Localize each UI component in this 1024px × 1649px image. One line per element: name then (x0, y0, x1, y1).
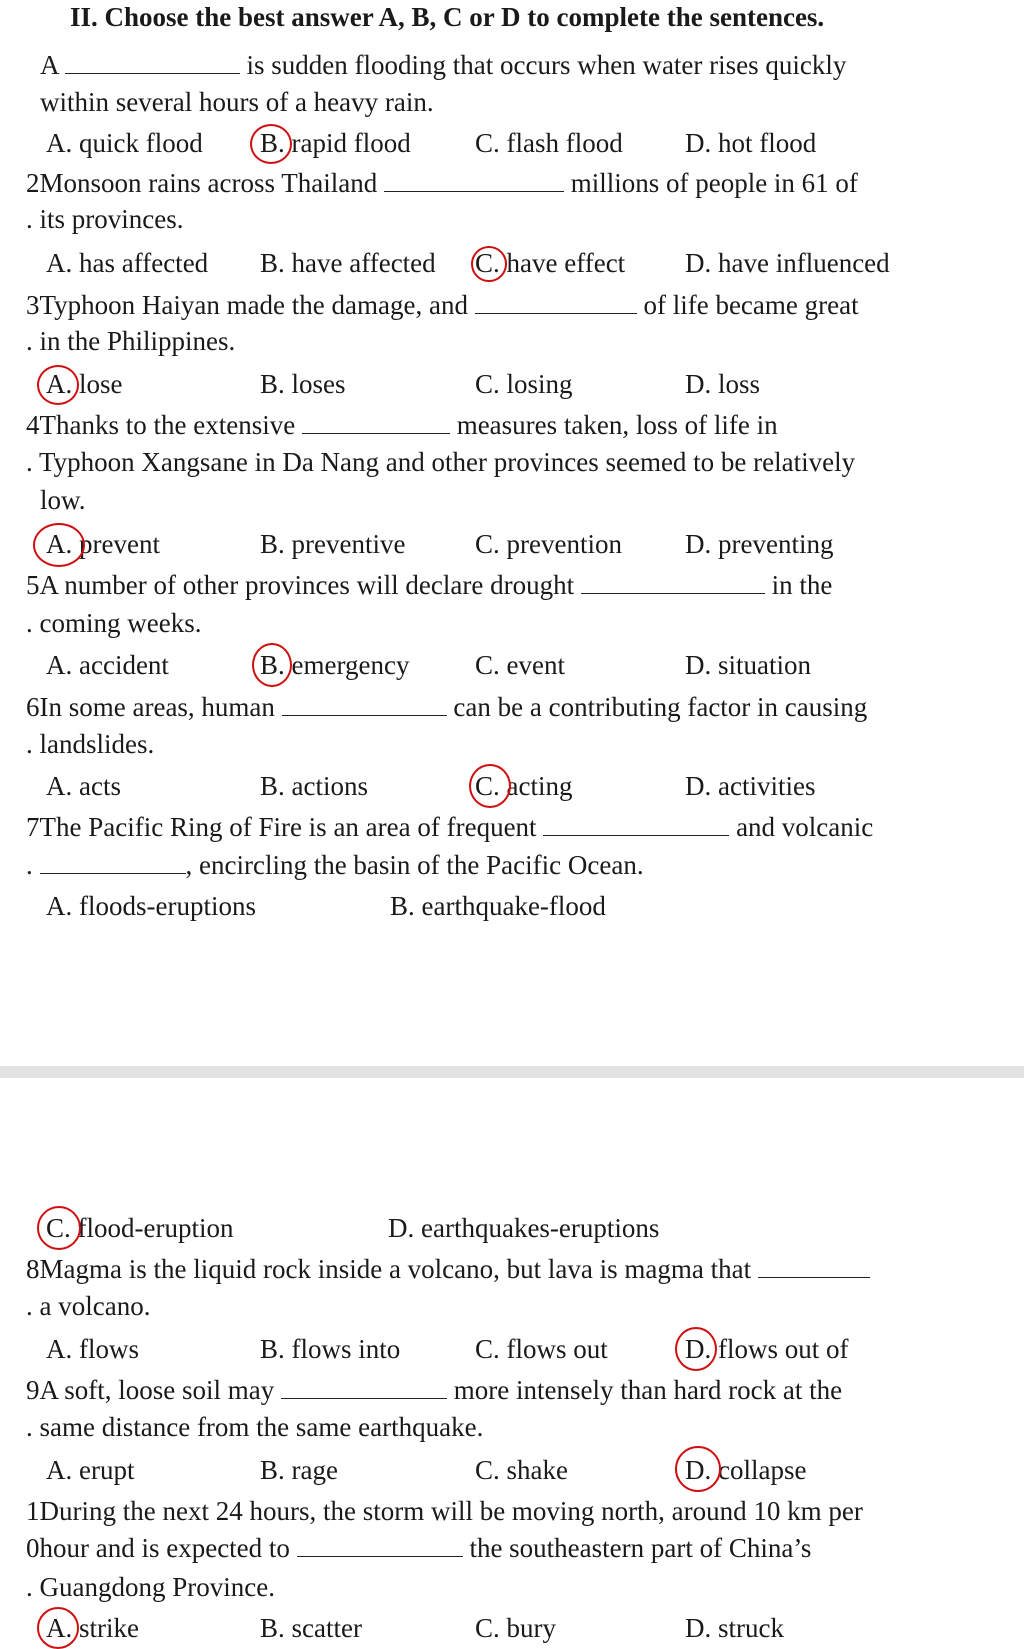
option-c[interactable]: C. prevention (475, 529, 622, 559)
option-c[interactable]: C. acting (475, 771, 573, 801)
option-c[interactable]: C. have effect (475, 248, 626, 278)
answer-blank[interactable] (543, 811, 729, 836)
answer-blank[interactable] (297, 1532, 463, 1557)
option-a[interactable]: A. has affected (46, 248, 209, 278)
option-b[interactable]: B. loses (260, 369, 346, 399)
option-c[interactable]: C. losing (475, 369, 573, 399)
option-d[interactable]: D. struck (685, 1613, 784, 1643)
option-d[interactable]: D. preventing (685, 529, 834, 559)
question-5-line-1: 5A number of other provinces will declare drought in the (26, 570, 833, 600)
answer-blank[interactable] (758, 1253, 870, 1278)
answer-circle-mark (37, 365, 79, 405)
option-c[interactable]: C. flood-eruption (46, 1213, 234, 1243)
option-b[interactable]: B. emergency (260, 650, 410, 680)
answer-blank[interactable] (65, 49, 240, 74)
answer-blank[interactable] (475, 289, 637, 314)
question-2-line-1: 2Monsoon rains across Thailand millions of people in 61 of (26, 168, 858, 198)
option-d[interactable]: D. situation (685, 650, 811, 680)
option-d[interactable]: D. collapse (685, 1455, 807, 1485)
question-4-line-2: . Typhoon Xangsane in Da Nang and other provinces seemed to be relatively (26, 447, 856, 477)
answer-circle-mark (33, 523, 85, 567)
question-4-line-1: 4Thanks to the extensive measures taken, loss of life in (26, 410, 778, 440)
option-b[interactable]: B. have affected (260, 248, 436, 278)
option-c[interactable]: C. event (475, 650, 565, 680)
answer-circle-mark (471, 246, 507, 282)
answer-blank[interactable] (302, 409, 450, 434)
page-divider (0, 1066, 1024, 1078)
answer-circle-mark (675, 1446, 721, 1492)
question-6-line-2: . landslides. (26, 729, 155, 759)
option-a[interactable]: A. quick flood (46, 128, 203, 158)
option-b[interactable]: B. scatter (260, 1613, 362, 1643)
question-1-line-1: A is sudden flooding that occurs when water rises quickly (40, 50, 847, 80)
option-a[interactable]: A. prevent (46, 529, 160, 559)
answer-circle-mark (37, 1607, 79, 1649)
option-b[interactable]: B. preventive (260, 529, 406, 559)
question-10-line-1: 1During the next 24 hours, the storm will be moving north, around 10 km per (26, 1496, 863, 1526)
question-7-line-2: . , encircling the basin of the Pacific Ocean. (26, 850, 644, 880)
section-heading: II. Choose the best answer A, B, C or D to complete the sentences. (70, 2, 825, 32)
option-c[interactable]: C. flash flood (475, 128, 623, 158)
question-8-line-2: . a volcano. (26, 1291, 151, 1321)
question-9-line-2: . same distance from the same earthquake. (26, 1412, 484, 1442)
question-10-line-2: 0hour and is expected to the southeastern part of China’s (26, 1533, 812, 1563)
question-1-line-2: within several hours of a heavy rain. (40, 87, 434, 117)
question-7-line-1: 7The Pacific Ring of Fire is an area of frequent and volcanic (26, 812, 874, 842)
answer-circle-mark (469, 764, 511, 808)
option-a[interactable]: A. accident (46, 650, 169, 680)
answer-circle-mark (37, 1206, 81, 1250)
option-d[interactable]: D. loss (685, 369, 761, 399)
question-3-line-1: 3Typhoon Haiyan made the damage, and of life became great (26, 290, 859, 320)
option-a[interactable]: A. erupt (46, 1455, 135, 1485)
answer-blank[interactable] (281, 1374, 447, 1399)
answer-blank[interactable] (384, 167, 564, 192)
option-b[interactable]: B. flows into (260, 1334, 401, 1364)
option-b[interactable]: B. rage (260, 1455, 338, 1485)
answer-circle-mark (252, 643, 292, 687)
option-a[interactable]: A. floods-eruptions (46, 891, 256, 921)
option-c[interactable]: C. shake (475, 1455, 568, 1485)
question-5-line-2: . coming weeks. (26, 608, 202, 638)
answer-blank[interactable] (282, 691, 447, 716)
question-3-line-2: . in the Philippines. (26, 326, 236, 356)
option-d[interactable]: D. hot flood (685, 128, 817, 158)
option-b[interactable]: B. rapid flood (260, 128, 411, 158)
option-a[interactable]: A. strike (46, 1613, 139, 1643)
option-b[interactable]: B. actions (260, 771, 368, 801)
answer-blank[interactable] (581, 569, 765, 594)
option-d[interactable]: D. earthquakes-eruptions (388, 1213, 660, 1243)
option-d[interactable]: D. have influenced (685, 248, 890, 278)
option-c[interactable]: C. flows out (475, 1334, 608, 1364)
question-8-line-1: 8Magma is the liquid rock inside a volcano, but lava is magma that (26, 1252, 870, 1286)
question-10-line-3: . Guangdong Province. (26, 1572, 275, 1602)
question-9-line-1: 9A soft, loose soil may more intensely than hard rock at the (26, 1375, 843, 1405)
option-c[interactable]: C. bury (475, 1613, 556, 1643)
question-2-line-2: . its provinces. (26, 204, 184, 234)
page-2 (0, 1078, 1024, 1641)
option-b[interactable]: B. earthquake-flood (390, 891, 606, 921)
question-4-line-3: low. (40, 485, 86, 515)
option-a[interactable]: A. acts (46, 771, 121, 801)
option-d[interactable]: D. flows out of (685, 1334, 849, 1364)
answer-circle-mark (675, 1327, 717, 1371)
option-a[interactable]: A. lose (46, 369, 123, 399)
question-6-line-1: 6In some areas, human can be a contributing factor in causing (26, 692, 868, 722)
answer-circle-mark (250, 124, 292, 164)
answer-blank[interactable] (40, 849, 186, 874)
option-d[interactable]: D. activities (685, 771, 816, 801)
option-a[interactable]: A. flows (46, 1334, 139, 1364)
